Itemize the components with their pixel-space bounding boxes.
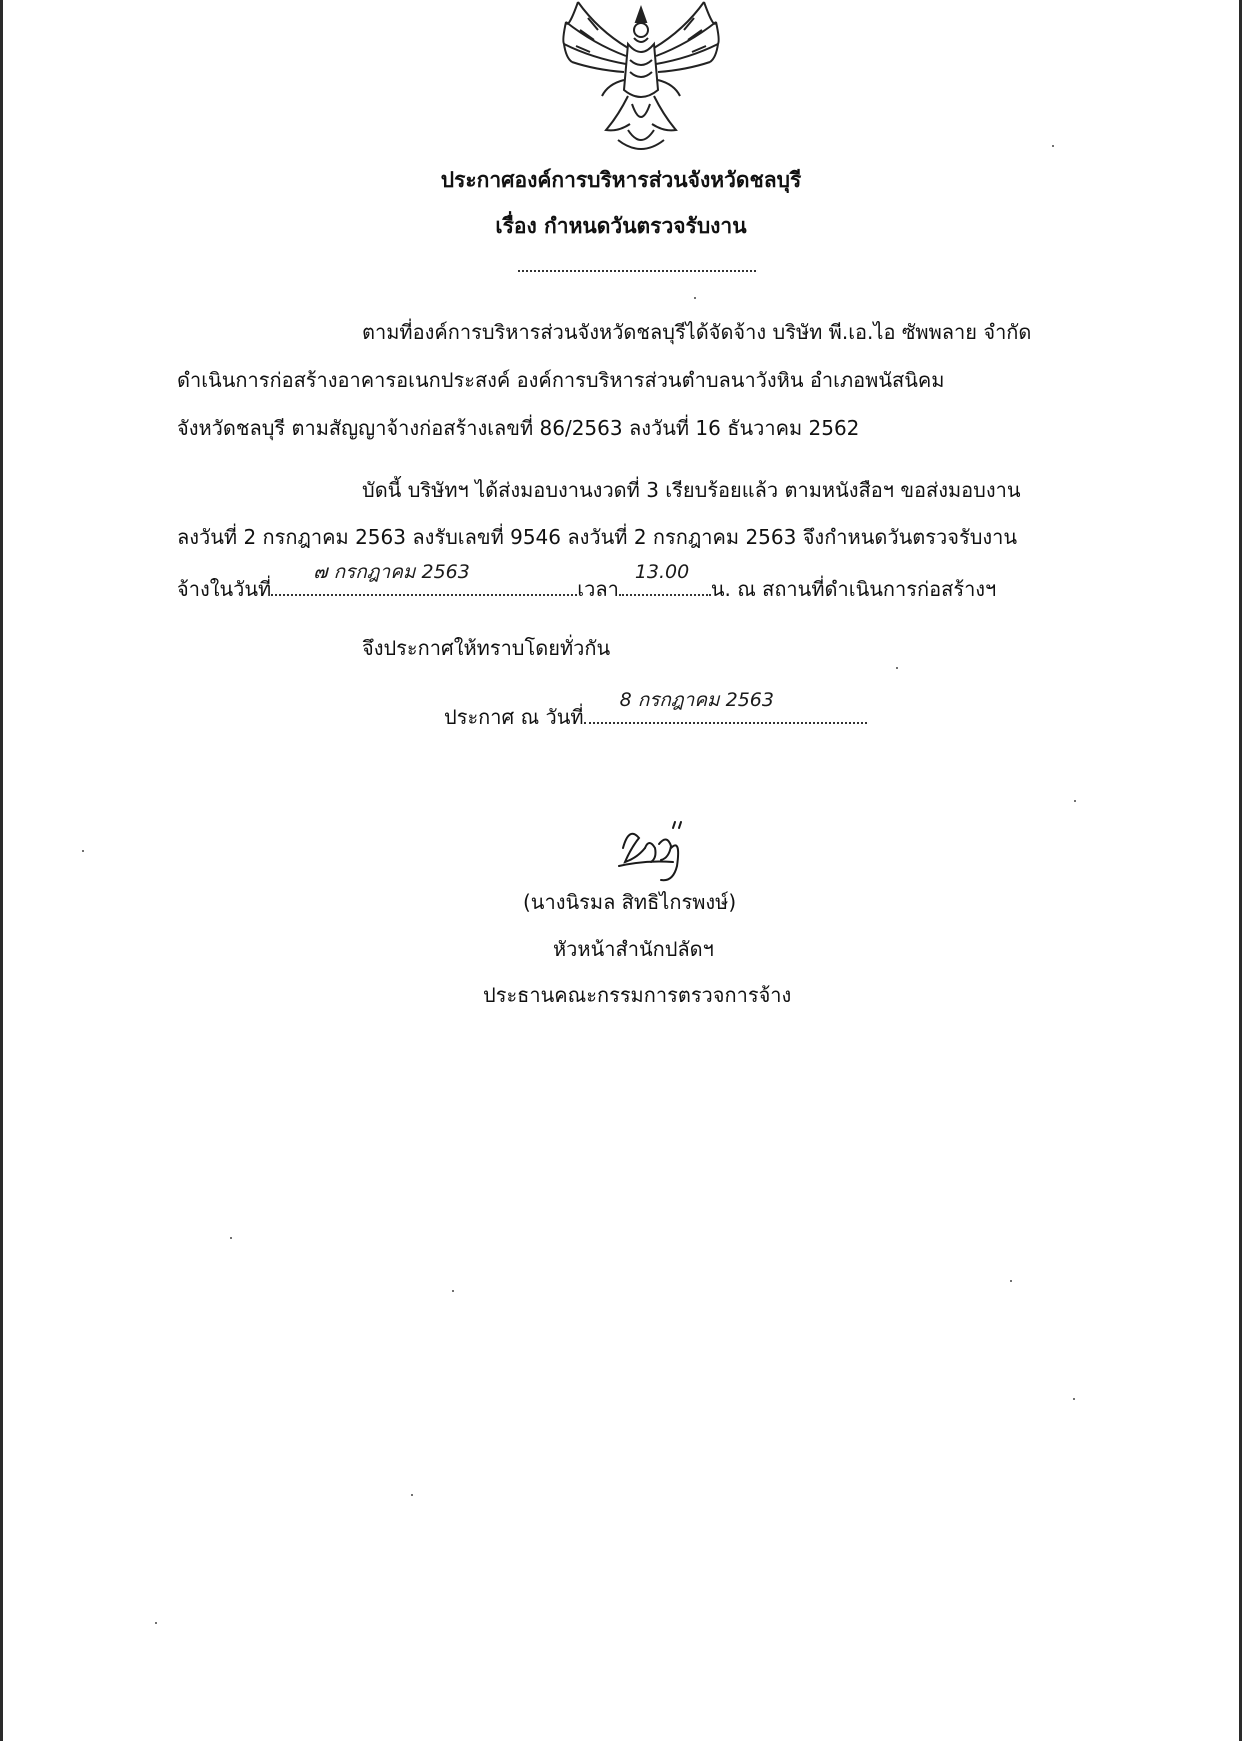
handwritten-signature [615,818,695,888]
announcement-date-line [444,689,867,729]
scan-speck [155,1622,157,1624]
inspection-time-label: เวลา [577,577,619,601]
inspection-location: น. ณ สถานที่ดำเนินการก่อสร้างฯ [710,577,997,601]
inspection-time-handwritten: 13.00 [634,561,690,583]
paragraph-1-line-2: ดำเนินการก่อสร้างอาคารอเนกประสงค์ องค์การบริหารส่วนตำบลนาวังหิน อำเภอพนัสนิคม [177,368,945,392]
scan-left-edge [0,0,3,1741]
paragraph-1-line-1: ตามที่องค์การบริหารส่วนจังหวัดชลบุรีได้จัดจ้าง บริษัท พี.เอ.ไอ ซัพพลาย จำกัด [362,320,1032,344]
signatory-position-2: ประธานคณะกรรมการตรวจการจ้าง [483,983,792,1007]
scan-speck [1052,145,1054,147]
signatory-position-1: หัวหน้าสำนักปลัดฯ [553,937,714,961]
document-subject: เรื่อง กำหนดวันตรวจรับงาน [495,214,747,238]
scan-speck [896,667,898,669]
scan-speck [1074,800,1076,802]
scan-speck [1010,1280,1012,1282]
paragraph-1-line-3: จังหวัดชลบุรี ตามสัญญาจ้างก่อสร้างเลขที่ 86/2563 ลงวันที่ 16 ธันวาคม 2562 [177,416,860,440]
scan-speck [694,297,696,299]
title-separator [518,270,756,272]
announcement-text: จึงประกาศให้ทราบโดยทั่วกัน [362,636,611,660]
scan-speck [1073,1398,1075,1400]
paragraph-2-line-2: ลงวันที่ 2 กรกฎาคม 2563 ลงรับเลขที่ 9546 ลงวันที่ 2 กรกฎาคม 2563 จึงกำหนดวันตรวจรับงาน [177,525,1018,549]
document-title: ประกาศองค์การบริหารส่วนจังหวัดชลบุรี [440,168,802,192]
paragraph-2-line-1: บัดนี้ บริษัทฯ ได้ส่งมอบงานงวดที่ 3 เรียบร้อยแล้ว ตามหนังสือฯ ขอส่งมอบงาน [362,478,1021,502]
garuda-emblem-icon [558,0,724,160]
inspection-date-handwritten: ๗ กรกฎาคม 2563 [313,561,470,583]
scan-speck [452,1290,454,1292]
scan-speck [230,1237,232,1239]
inspection-time-field [619,561,711,596]
announcement-date-field [584,689,867,724]
inspection-date-prefix: จ้างในวันที่ [177,577,272,601]
scan-speck [411,1494,413,1496]
paragraph-2-line-3 [177,561,997,601]
announcement-date-handwritten: 8 กรกฎาคม 2563 [619,689,774,711]
scan-speck [82,850,84,852]
inspection-date-field [271,561,577,596]
signatory-name: (นางนิรมล สิทธิไกรพงษ์) [523,890,737,914]
announcement-date-prefix: ประกาศ ณ วันที่ [444,705,584,729]
